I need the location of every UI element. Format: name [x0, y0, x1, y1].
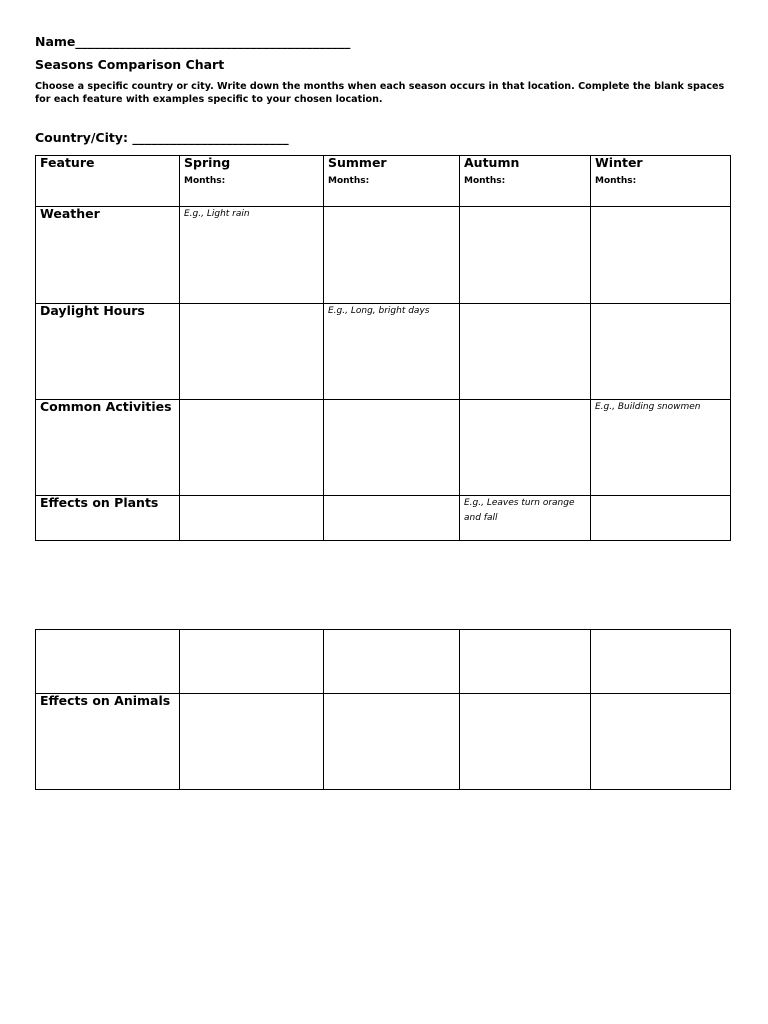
header-spring: Spring	[184, 155, 231, 170]
example-plants-autumn: E.g., Leaves turn orange and fall	[464, 498, 575, 523]
cell-weather-autumn[interactable]	[460, 207, 591, 304]
feature-label-activities: Common Activities	[40, 399, 172, 414]
table-row-animals	[36, 694, 731, 790]
feature-label-daylight: Daylight Hours	[40, 303, 145, 318]
example-daylight-summer: E.g., Long, bright days	[328, 306, 430, 316]
feature-label-animals: Effects on Animals	[40, 693, 171, 708]
cell-activities-winter[interactable]	[591, 400, 731, 496]
seasons-comparison-table	[35, 155, 731, 541]
example-activities-winter: E.g., Building snowmen	[595, 402, 701, 412]
cell-blank-winter[interactable]	[591, 630, 731, 694]
country-city-field-label[interactable]: Country/City: _________________________	[35, 130, 289, 145]
cell-plants-winter[interactable]	[591, 496, 731, 541]
spring-months-field[interactable]: Months:	[184, 176, 226, 186]
feature-cell-activities	[36, 400, 180, 496]
header-feature-cell	[36, 156, 180, 207]
feature-label-plants: Effects on Plants	[40, 495, 159, 510]
cell-daylight-winter[interactable]	[591, 304, 731, 400]
header-spring-cell	[180, 156, 324, 207]
seasons-comparison-table-continued	[35, 629, 731, 790]
winter-months-field[interactable]: Months:	[595, 176, 637, 186]
autumn-months-field[interactable]: Months:	[464, 176, 506, 186]
header-feature: Feature	[40, 155, 95, 170]
cell-plants-spring[interactable]	[180, 496, 324, 541]
table-row-weather	[36, 207, 731, 304]
header-autumn-cell	[460, 156, 591, 207]
cell-activities-summer[interactable]	[324, 400, 460, 496]
table-row-blank	[36, 630, 731, 694]
cell-daylight-summer[interactable]	[324, 304, 460, 400]
cell-weather-summer[interactable]	[324, 207, 460, 304]
cell-animals-autumn[interactable]	[460, 694, 591, 790]
header-winter-cell	[591, 156, 731, 207]
cell-blank-spring[interactable]	[180, 630, 324, 694]
table-row-daylight	[36, 304, 731, 400]
feature-cell-plants	[36, 496, 180, 541]
cell-activities-autumn[interactable]	[460, 400, 591, 496]
table-header-row	[36, 156, 731, 207]
header-winter: Winter	[595, 155, 643, 170]
cell-daylight-autumn[interactable]	[460, 304, 591, 400]
cell-activities-spring[interactable]	[180, 400, 324, 496]
header-summer-cell	[324, 156, 460, 207]
header-summer: Summer	[328, 155, 387, 170]
name-field-label[interactable]: Name____________________________________________	[35, 34, 351, 49]
cell-plants-summer[interactable]	[324, 496, 460, 541]
cell-daylight-spring[interactable]	[180, 304, 324, 400]
feature-cell-animals	[36, 694, 180, 790]
cell-blank-summer[interactable]	[324, 630, 460, 694]
example-weather-spring: E.g., Light rain	[184, 209, 250, 219]
cell-weather-spring[interactable]	[180, 207, 324, 304]
feature-cell-daylight	[36, 304, 180, 400]
cell-plants-autumn[interactable]	[460, 496, 591, 541]
feature-cell-blank[interactable]	[36, 630, 180, 694]
feature-cell-weather	[36, 207, 180, 304]
table-row-activities	[36, 400, 731, 496]
cell-animals-summer[interactable]	[324, 694, 460, 790]
header-autumn: Autumn	[464, 155, 520, 170]
cell-blank-autumn[interactable]	[460, 630, 591, 694]
feature-label-weather: Weather	[40, 206, 100, 221]
summer-months-field[interactable]: Months:	[328, 176, 370, 186]
cell-weather-winter[interactable]	[591, 207, 731, 304]
cell-animals-winter[interactable]	[591, 694, 731, 790]
instructions-text: Choose a specific country or city. Write down the months when each season occurs in that location. Complete the blank spaces for each feature with examples specific to your chosen location.	[35, 81, 725, 105]
cell-animals-spring[interactable]	[180, 694, 324, 790]
table-row-plants	[36, 496, 731, 541]
page-title: Seasons Comparison Chart	[35, 57, 225, 72]
